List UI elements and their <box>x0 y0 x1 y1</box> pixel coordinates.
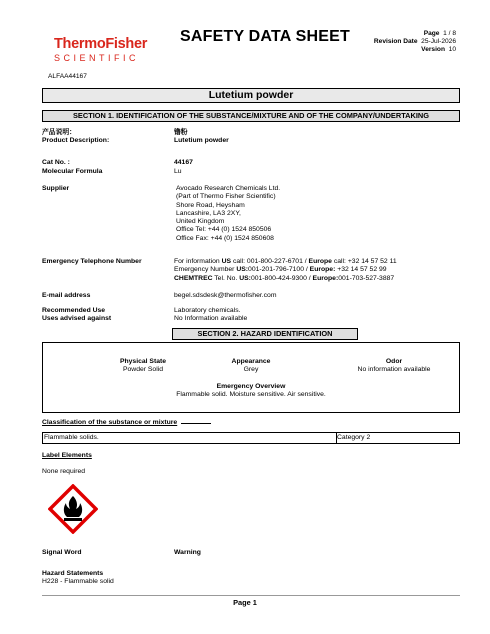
emergency-label: Emergency Telephone Number <box>42 258 142 265</box>
formula-value: Lu <box>174 168 182 175</box>
supplier-address <box>176 185 280 243</box>
section2-header: SECTION 2. HAZARD IDENTIFICATION <box>172 328 358 340</box>
page-label: Page <box>423 30 440 37</box>
odor <box>339 358 449 375</box>
cat-no-label: Cat No. : <box>42 159 70 166</box>
classification-label: Classification of the substance or mixture <box>42 417 211 427</box>
revision-label: Revision Date <box>373 38 418 46</box>
product-description-label: Product Description: <box>42 137 110 144</box>
supplier-line: Office Fax: +44 (0) 1524 850608 <box>176 234 274 242</box>
appearance-value: Grey <box>243 366 259 374</box>
cat-no-value: 44167 <box>174 159 193 166</box>
version-value: 10 <box>448 46 456 54</box>
physical-state-value: Powder Solid <box>122 366 164 374</box>
classification-hazard: Flammable solids. <box>43 433 337 443</box>
document-title: SAFETY DATA SHEET <box>180 28 350 45</box>
supplier-line: Avocado Research Chemicals Ltd. <box>176 185 281 192</box>
emergency-line-chemtrec: CHEMTREC Tel. No. US:001-800-424-9300 / Europe:001-703-527-3887 <box>174 274 395 282</box>
odor-value: No information available <box>357 366 431 374</box>
footer-page-number: Page 1 <box>233 598 257 607</box>
page-value: 1 / 8 <box>443 30 456 37</box>
emergency-overview <box>43 383 459 400</box>
cn-product-value: 镥粉 <box>174 128 188 136</box>
product-description-value: Lutetium powder <box>174 137 229 144</box>
document-id: ALFAA44167 <box>48 73 87 80</box>
signal-word-label: Signal Word <box>42 549 82 556</box>
classification-table <box>42 432 460 444</box>
physical-state-label: Physical State <box>119 358 167 365</box>
appearance <box>191 358 311 375</box>
emergency-line-number: Emergency Number US:001-201-796-7100 / Europe: +32 14 57 52 99 <box>174 266 387 274</box>
none-required-text: None required <box>42 468 86 475</box>
hazard-statement: H228 - Flammable solid <box>42 578 114 585</box>
label-elements-heading: Label Elements <box>42 452 92 459</box>
product-name-banner: Lutetium powder <box>42 88 460 103</box>
appearance-label: Appearance <box>231 358 271 365</box>
emergency-line-info: For information US call: 001-800-227-6701 / Europe call: +32 14 57 52 11 <box>174 258 397 265</box>
logo-brand: ThermoFisher <box>54 36 148 52</box>
hazard-statements-label: Hazard Statements <box>42 570 104 577</box>
physical-state <box>83 358 203 375</box>
odor-label: Odor <box>385 358 403 365</box>
supplier-line: Shore Road, Heysham <box>176 201 245 209</box>
emergency-overview-label: Emergency Overview <box>216 383 286 390</box>
email-label: E-mail address <box>42 292 91 299</box>
supplier-line: Office Tel: +44 (0) 1524 850506 <box>176 226 272 234</box>
supplier-line: (Part of Thermo Fisher Scientific) <box>176 193 276 201</box>
supplier-line: United Kingdom <box>176 218 225 226</box>
supplier-label: Supplier <box>42 185 70 192</box>
version-label: Version <box>421 46 445 54</box>
formula-label: Molecular Formula <box>42 168 103 175</box>
hazard-summary-box <box>42 342 460 413</box>
document-meta <box>374 30 456 55</box>
footer-divider <box>42 595 460 596</box>
recommended-use-label: Recommended Use <box>42 307 106 314</box>
email-value[interactable]: begel.sdsdesk@thermofisher.com <box>174 292 277 299</box>
section1-header: SECTION 1. IDENTIFICATION OF THE SUBSTANCE/MIXTURE AND OF THE COMPANY/UNDERTAKING <box>42 110 460 122</box>
revision-value: 25-Jul-2026 <box>421 38 456 46</box>
flame-pictogram-icon <box>48 484 98 534</box>
signal-word-value: Warning <box>174 549 201 556</box>
cn-product-label: 产品说明： <box>42 128 76 136</box>
supplier-line: Lancashire, LA3 2XY, <box>176 209 241 217</box>
emergency-overview-value: Flammable solid. Moisture sensitive. Air sensitive. <box>176 391 326 399</box>
recommended-use-value: Laboratory chemicals. <box>174 307 241 314</box>
logo-subtitle: SCIENTIFIC <box>54 53 140 63</box>
classification-category: Category 2 <box>337 434 371 441</box>
uses-against-label: Uses advised against <box>42 315 112 322</box>
emergency-numbers <box>174 258 397 283</box>
uses-against-value: No Information available <box>174 315 248 322</box>
